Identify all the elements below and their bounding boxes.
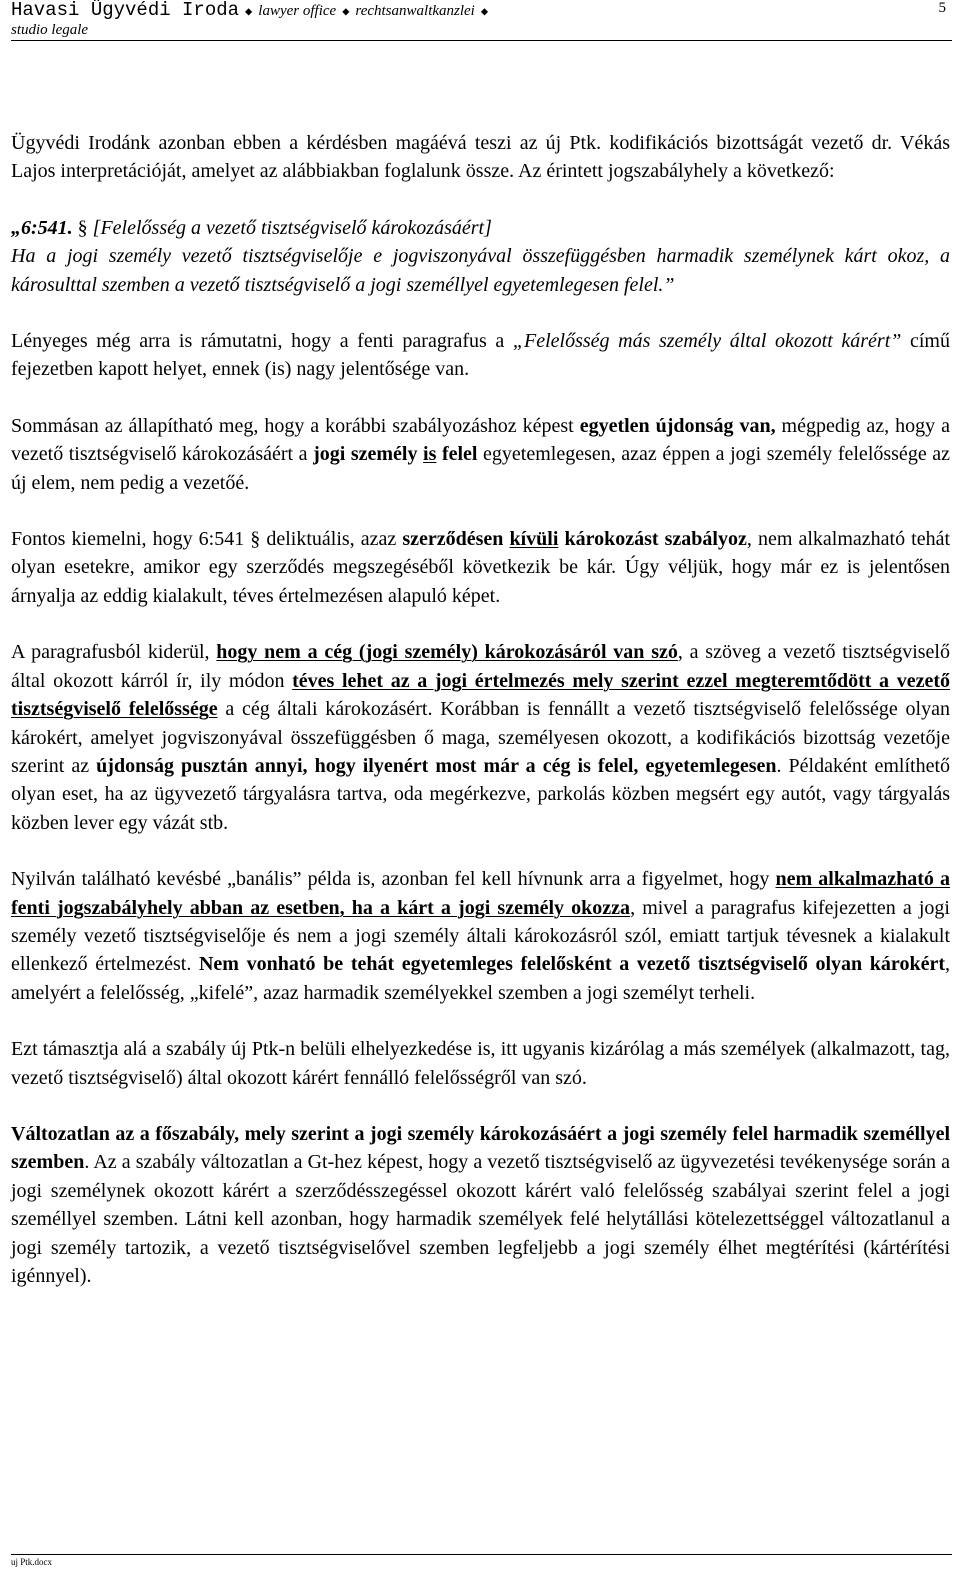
paragraph-interpretation bbox=[11, 638, 950, 837]
text-run: , a szöveg a vezető tisztségviselő által okozott kárról ír, ily módon bbox=[11, 641, 950, 692]
quote-heading: [Felelősség a vezető tisztségviselő károkozásáért] bbox=[92, 216, 492, 239]
text-run: Sommásan az állapítható meg, hogy a korábbi szabályozáshoz képest bbox=[11, 414, 580, 437]
lawyer-office-label: lawyer office bbox=[258, 3, 337, 19]
text-run: mégpedig az, hogy a vezető tisztségviselő károkozásáért a bbox=[11, 414, 950, 466]
bold-run: egyetlen újdonság van, bbox=[579, 414, 776, 437]
bold-run: jogi személy bbox=[313, 443, 424, 466]
underlined-run: nem alkalmazható a fenti jogszabályhely abban az esetben, ha a kárt a jogi személy okozza bbox=[11, 868, 951, 919]
text-run: Fontos kiemelni, hogy 6:541 § deliktuális, azaz bbox=[11, 528, 403, 551]
bold-run: károkozást szabályoz bbox=[558, 528, 747, 551]
law-quote bbox=[11, 214, 950, 299]
document-body bbox=[11, 129, 950, 1290]
text-run: Lényeges még arra is rámutatni, hogy a fenti paragrafus a bbox=[11, 330, 513, 353]
rechtsanwalt-label: rechtsanwaltkanzlei bbox=[355, 3, 475, 19]
text-run: , mivel a paragrafus kifejezetten a jogi személy vezető tisztségviselője és nem a jogi személy általi károkozásról szól, emiatt tartjuk tévesnek a kialakult ellenkező értelmezést. bbox=[11, 896, 950, 976]
paragraph-main-rule bbox=[11, 1120, 950, 1290]
diamond-icon: ◆ bbox=[480, 5, 489, 19]
text-run: egyetemlegesen, azaz éppen a jogi személy felelőssége az új elem, nem pedig a vezetőé. bbox=[11, 443, 950, 494]
diamond-icon: ◆ bbox=[342, 5, 350, 19]
bold-run: Változatlan az a főszabály, mely szerint a jogi személy károkozásáért a jogi személy felel harmadik személlyel szemben bbox=[11, 1122, 950, 1174]
studio-legale-label: studio legale bbox=[11, 22, 89, 38]
paragraph-intro: Ügyvédi Irodánk azonban ebben a kérdésben magáévá teszi az új Ptk. kodifikációs bizottságát vezető dr. Vékás Lajos interpretációját, amelyet az alábbiakban foglalunk össze. Az érintett jogszabályhely a következő: bbox=[11, 132, 950, 183]
diamond-icon: ◆ bbox=[245, 5, 253, 19]
text-run: . Példaként említhető olyan eset, ha az ügyvezető tárgyalásra tartva, oda megérkezve, parkolás közben megsért egy autót, vagy tárgyalás közben lever egy vázát stb. bbox=[11, 754, 951, 834]
paragraph-banal bbox=[11, 865, 950, 1007]
text-run: . Az a szabály változatlan a Gt-hez képest, hogy a vezető tisztségviselő az ügyvezetési tevékenysége során a jogi személynek okozott kárért a szerződésszegéssel okozott kárért való felelősség szabályai szerint felel a jogi személlyel szemben. Látni kell azonban, hogy harmadik személyek felé helytállási kötelezettséggel változatlanul a jogi személy tartozik, a vezető tisztségviselővel szemben legfeljebb a jogi személy élhet megtérítési (kártérítési igénnyel). bbox=[11, 1151, 950, 1287]
footer-filename: uj Ptk.docx bbox=[11, 1557, 53, 1567]
underlined-run: hogy nem a cég (jogi személy) károkozásáról van szó bbox=[216, 641, 678, 664]
bold-run: szerződésen bbox=[402, 528, 510, 551]
page-header bbox=[11, 0, 952, 41]
text-run: , amelyért a felelősség, „kifelé”, azaz harmadik személyekkel szemben a jogi személyt terheli. bbox=[11, 953, 950, 1004]
quote-body: Ha a jogi személy vezető tisztségviselője e jogviszonyával összefüggésben harmadik személynek kárt okoz, a károsulttal szemben a vezető tisztségviselő a jogi személlyel egyetemlegesen felel.” bbox=[11, 245, 950, 296]
underlined-run: téves lehet az a jogi értelmezés mely szerint ezzel megteremtődött a vezető tisztségviselő felelőssége bbox=[11, 669, 950, 721]
text-run: , nem alkalmazható tehát olyan esetekre, amikor egy szerződés megszegéséből következik be kár. Úgy véljük, hogy már ez is jelentősen árnyalja az eddig kialakult, téves értelmezésen alapuló képet. bbox=[11, 528, 951, 607]
text-run: A paragrafusból kiderül, bbox=[11, 641, 217, 664]
firm-name: Havasi Ügyvédi Iroda bbox=[11, 0, 240, 21]
paragraph-delictual bbox=[11, 525, 950, 610]
underlined-run: is bbox=[423, 443, 437, 466]
quote-number: „6:541. bbox=[11, 216, 73, 239]
text-run: című fejezetben kapott helyet, ennek (is) nagy jelentősége van. bbox=[11, 330, 950, 381]
firm-header-line bbox=[11, 0, 494, 23]
bold-run: újdonság pusztán annyi, hogy ilyenért most már a cég is felel, egyetemlegesen bbox=[96, 754, 777, 777]
paragraph-summary bbox=[11, 412, 950, 497]
bold-run: Nem vonható be tehát egyetemleges felelősként a vezető tisztségviselő olyan károkért bbox=[198, 953, 945, 976]
paragraph-placement: Ezt támasztja alá a szabály új Ptk-n belüli elhelyezkedése is, itt ugyanis kizárólag a más személyek (alkalmazott, tag, vezető tisztségviselő) által okozott kárért fennálló felelősségről van szó. bbox=[11, 1038, 950, 1089]
bold-run: felel bbox=[436, 443, 478, 466]
text-run: a cég általi károkozásért. Korábban is fennállt a vezető tisztségviselő felelőssége olyan károkért, amelyet jogviszonyával összefüggésben ő maga, személyesen okozott, a kodifikációs bizottság vezetője szerint az bbox=[11, 698, 950, 777]
underlined-run: kívüli bbox=[509, 528, 559, 551]
text-run: Nyilván található kevésbé „banális” példa is, azonban fel kell hívnunk arra a figyelmet, hogy bbox=[11, 868, 776, 891]
paragraph-chapter bbox=[11, 327, 950, 384]
section-sign: § bbox=[77, 216, 88, 239]
page-footer bbox=[11, 1554, 952, 1567]
chapter-title: „Felelősség más személy által okozott kárért” bbox=[512, 330, 902, 353]
page-number: 5 bbox=[938, 0, 946, 16]
